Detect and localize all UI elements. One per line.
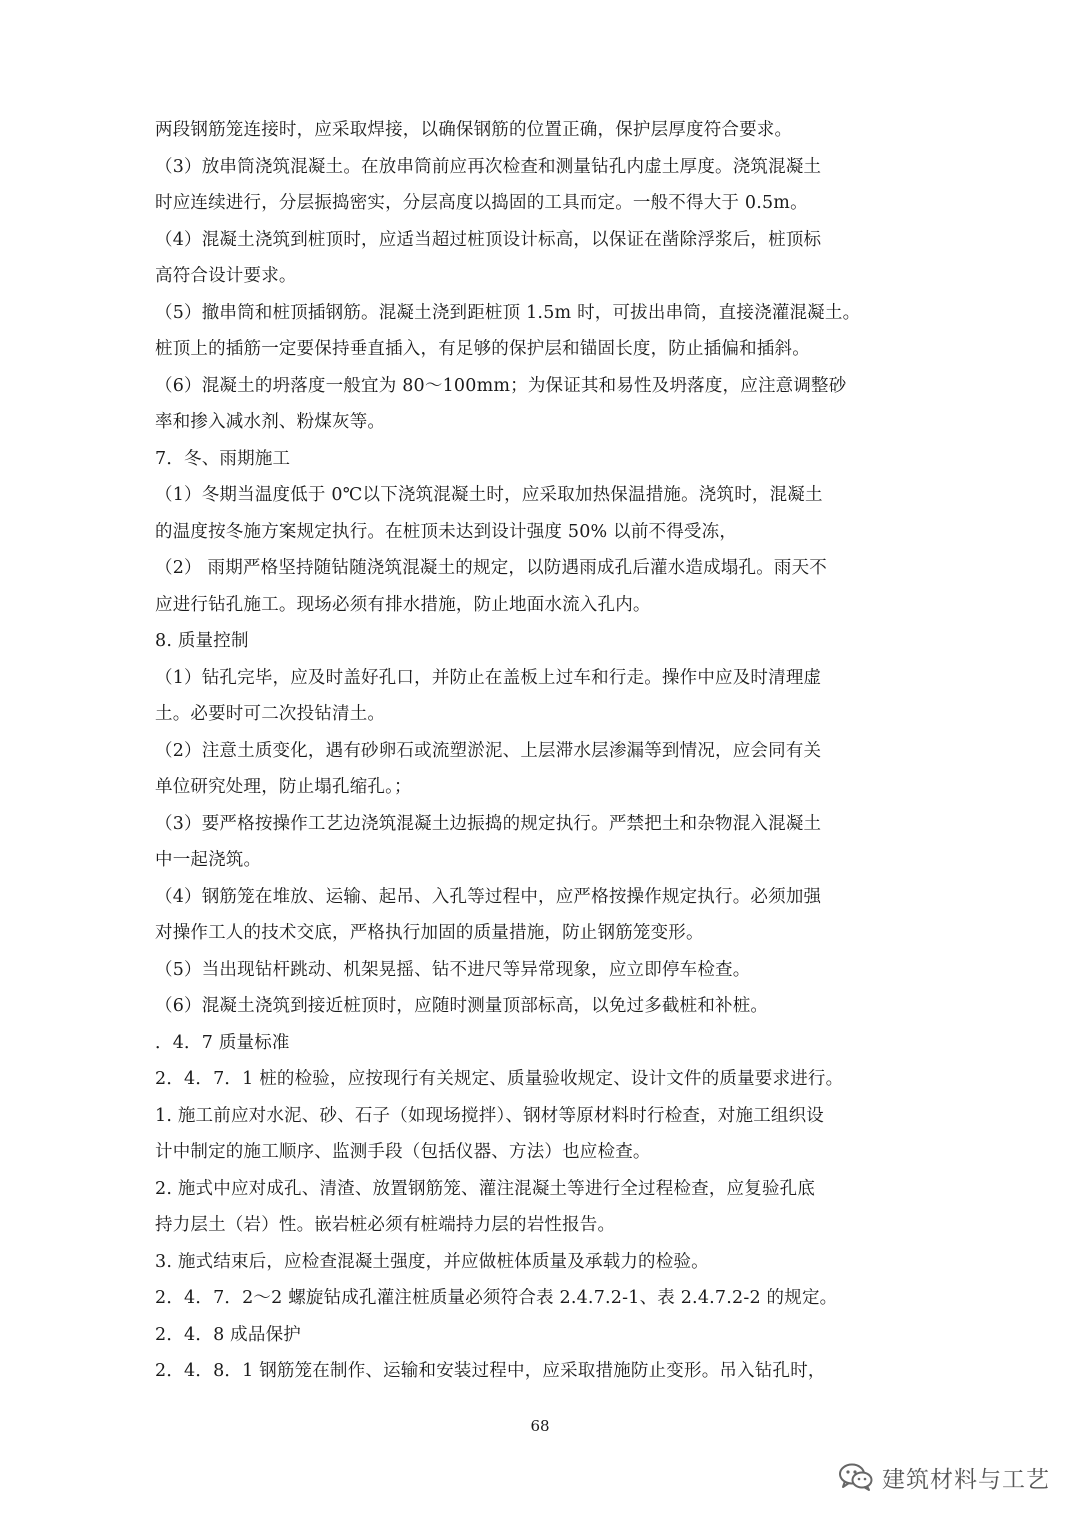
text-line: 桩顶上的插筋一定要保持垂直插入，有足够的保护层和锚固长度，防止插偏和插斜。 (155, 339, 810, 359)
text-line: （1）冬期当温度低于 0℃以下浇筑混凝土时，应采取加热保温措施。浇筑时，混凝土 (155, 485, 823, 505)
text-line: 时应连续进行，分层振捣密实，分层高度以捣固的工具而定。一般不得大于 0.5m。 (155, 193, 808, 213)
text-line: （2）注意土质变化，遇有砂卵石或流塑淤泥、上层滞水层渗漏等到情况，应会同有关 (155, 740, 822, 761)
text-line: （6）混凝土浇筑到接近桩顶时，应随时测量顶部标高，以免过多截桩和补桩。 (155, 996, 769, 1016)
text-line: 3. 施式结束后，应检查混凝土强度，并应做桩体质量及承载力的检验。 (155, 1251, 709, 1272)
text-line: （6）混凝土的坍落度一般宜为 80～100mm；为保证其和易性及坍落度，应注意调整砂 (155, 375, 847, 396)
text-line: （3）要严格按操作工艺边浇筑混凝土边振捣的规定执行。严禁把土和杂物混入混凝土 (155, 813, 822, 834)
body-text (155, 112, 915, 1390)
text-line: （3）放串筒浇筑混凝土。在放串筒前应再次检查和测量钻孔内虚土厚度。浇筑混凝土 (155, 156, 822, 177)
text-line: 2．4．8．1 钢筋笼在制作、运输和安装过程中，应采取措施防止变形。吊入钻孔时， (155, 1361, 826, 1381)
text-line: 8. 质量控制 (155, 631, 249, 651)
text-line: 土。必要时可二次投钻清土。 (155, 704, 386, 724)
text-line: 的温度按冬施方案规定执行。在桩顶未达到设计强度 50% 以前不得受冻， (155, 521, 738, 542)
text-line: （5）当出现钻杆跳动、机架晃摇、钻不进尺等异常现象，应立即停车检查。 (155, 959, 751, 980)
text-line: 2. 施式中应对成孔、清渣、放置钢筋笼、灌注混凝土等进行全过程检查，应复验孔底 (155, 1178, 816, 1199)
text-line: 应进行钻孔施工。现场必须有排水措施，防止地面水流入孔内。 (155, 594, 651, 615)
text-line: （1）钻孔完毕，应及时盖好孔口，并防止在盖板上过车和行走。操作中应及时清理虚 (155, 667, 822, 688)
text-line: （2） 雨期严格坚持随钻随浇筑混凝土的规定，以防遇雨成孔后灌水造成塌孔。雨天不 (155, 558, 827, 578)
text-line: 1. 施工前应对水泥、砂、石子（如现场搅拌）、钢材等原材料时行检查，对施工组织设 (155, 1105, 825, 1126)
text-line: （4）钢筋笼在堆放、运输、起吊、入孔等过程中，应严格按操作规定执行。必须加强 (155, 886, 822, 907)
text-line: 对操作工人的技术交底，严格执行加固的质量措施，防止钢筋笼变形。 (155, 923, 704, 943)
text-line: 2．4．8 成品保护 (155, 1324, 301, 1345)
watermark-text: 建筑材料与工艺 (882, 1466, 1050, 1493)
text-line: 高符合设计要求。 (155, 266, 297, 286)
wechat-icon (838, 1462, 874, 1492)
text-line: 2．4．7．1 桩的检验，应按现行有关规定、质量验收规定、设计文件的质量要求进行。 (155, 1069, 844, 1089)
text-line: 7．冬、雨期施工 (155, 448, 291, 469)
text-line: 两段钢筋笼连接时，应采取焊接，以确保钢筋的位置正确，保护层厚度符合要求。 (155, 120, 793, 140)
text-line: 2．4．7．2～2 螺旋钻成孔灌注桩质量必须符合表 2.4.7.2-1、表 2.4.7.2-2 的规定。 (155, 1288, 838, 1308)
page-number: 68 (530, 1417, 550, 1435)
text-line: 计中制定的施工顺序、监测手段（包括仪器、方法）也应检查。 (155, 1142, 651, 1162)
text-line: 中一起浇筑。 (155, 850, 262, 870)
watermark (838, 1455, 1050, 1499)
text-line: （5）撤串筒和桩顶插钢筋。混凝土浇到距桩顶 1.5m 时，可拔出串筒，直接浇灌混凝土。 (155, 302, 861, 323)
text-line: 率和掺入减水剂、粉煤灰等。 (155, 412, 386, 432)
text-line: （4）混凝土浇筑到桩顶时，应适当超过桩顶设计标高，以保证在凿除浮浆后，桩顶标 (155, 229, 822, 250)
text-line: 持力层土（岩）性。嵌岩桩必须有桩端持力层的岩性报告。 (155, 1215, 616, 1235)
text-line: ．4．7 质量标准 (155, 1032, 290, 1053)
text-line: 单位研究处理，防止塌孔缩孔。； (155, 777, 412, 797)
